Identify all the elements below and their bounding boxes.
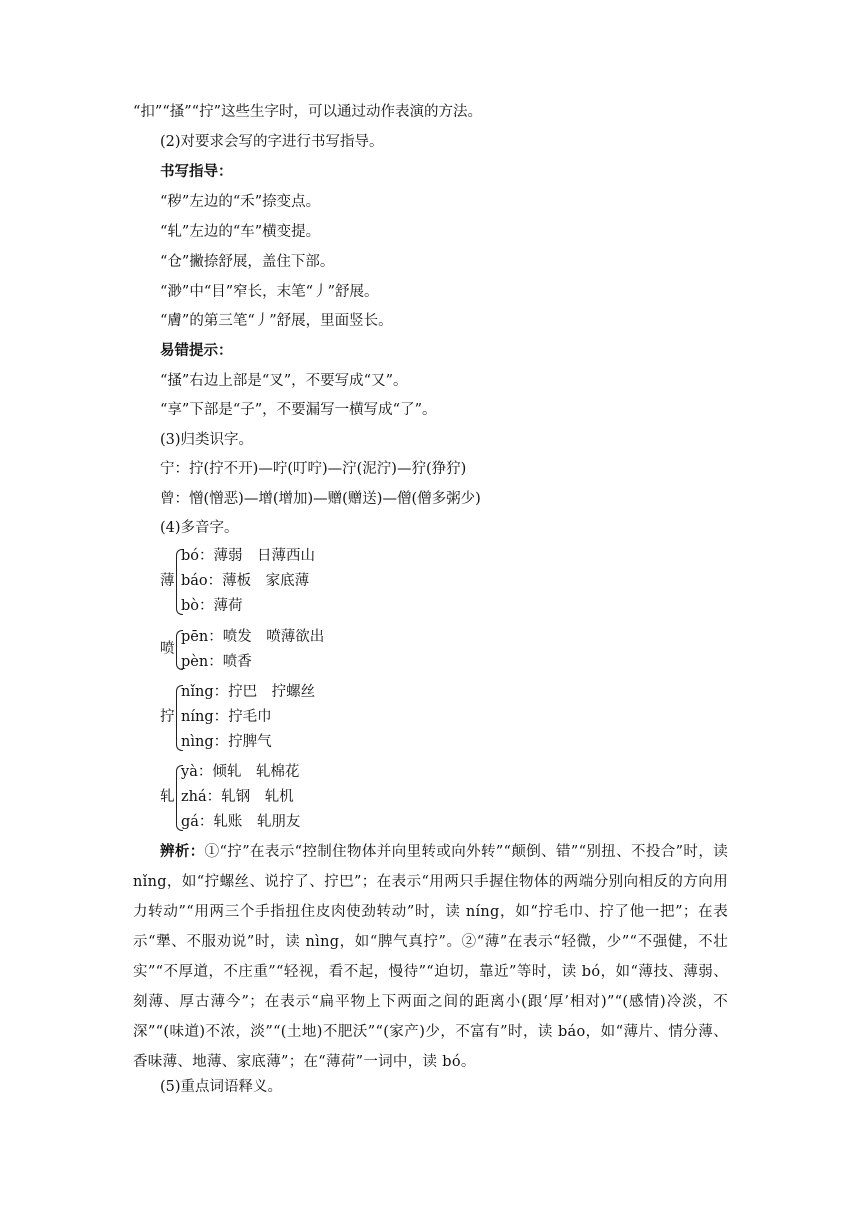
section-4-heading: (4)多音字。 bbox=[160, 520, 239, 536]
polyphone-char: 轧 bbox=[160, 789, 175, 805]
section-2-heading: (2)对要求会写的字进行书写指导。 bbox=[160, 134, 384, 150]
reading-line: báo：薄板 家底薄 bbox=[181, 573, 310, 589]
analysis-text: ①“拧”在表示“控制住物体并向里转或向外转”“颠倒、错”“别扭、不投合”时，读 nǐng，如“拧螺丝、说拧了、拧巴”；在表示“用两只手握住物体的两端分别向相反的方向用力转动”“用两三个手指扭住皮肉使劲转动”时，读 níng，如“拧毛巾、拧了他一把”；在表示“犟、不服劝说”时，读 nìng，如“脾气真拧”。②“薄”在表示“轻微，少”“不强健，不壮实”“不厚道，不庄重”“轻视，看不起，慢待”“迫切，靠近”等时，读 bó，如“薄技、薄弱、刻薄、厚古薄今”；在表示“扁平物上下两面之间的距离小(跟‘厚’相对)”“(感情)冷淡，不深”“(味道)不浓，淡”“(土地)不肥沃”“(家产)少，不富有”时，读 báo，如“薄片、情分薄、香味薄、地薄、家底薄”；在“薄荷”一词中，读 bó。 bbox=[133, 844, 728, 1070]
text-line: “扣”“搔”“拧”这些生字时，可以通过动作表演的方法。 bbox=[133, 104, 482, 120]
reading-line: pēn：喷发 喷薄欲出 bbox=[181, 629, 325, 645]
reading-line: nìng：拧脾气 bbox=[181, 734, 272, 750]
writing-tip: “仓”撇捺舒展，盖住下部。 bbox=[160, 254, 335, 270]
mistake-tip: “享”下部是“子”，不要漏写一横写成“了”。 bbox=[160, 402, 437, 418]
polyphone-char: 拧 bbox=[160, 709, 175, 725]
section-3-heading: (3)归类识字。 bbox=[160, 432, 254, 448]
reading-line: pèn：喷香 bbox=[181, 654, 252, 670]
section-5-heading: (5)重点词语释义。 bbox=[160, 1079, 283, 1095]
reading-line: bò：薄荷 bbox=[181, 598, 243, 614]
mistake-tip: “搔”右边上部是“叉”，不要写成“又”。 bbox=[160, 373, 408, 389]
writing-guide-heading: 书写指导： bbox=[160, 164, 233, 180]
polyphone-char: 喷 bbox=[160, 641, 175, 657]
writing-tip: “秽”左边的“禾”捺变点。 bbox=[160, 194, 321, 210]
analysis-label: 辨析： bbox=[160, 844, 205, 860]
reading-line: nǐng：拧巴 拧螺丝 bbox=[181, 684, 316, 700]
reading-line: bó：薄弱 日薄西山 bbox=[181, 548, 316, 564]
polyphone-char: 薄 bbox=[160, 573, 175, 589]
reading-line: zhá：轧钢 轧机 bbox=[181, 789, 294, 805]
analysis-paragraph bbox=[133, 837, 728, 1077]
character-group: 曾：憎(憎恶)—增(增加)—赠(赠送)—僧(僧多粥少) bbox=[160, 491, 481, 507]
writing-tip: “渺”中“目”窄长，末笔“丿”舒展。 bbox=[160, 284, 379, 300]
reading-line: níng：拧毛巾 bbox=[181, 709, 272, 725]
character-group: 宁：拧(拧不开)—咛(叮咛)—泞(泥泞)—狞(狰狞) bbox=[160, 461, 467, 477]
mistake-heading: 易错提示： bbox=[160, 343, 233, 359]
writing-tip: “轧”左边的“车”横变提。 bbox=[160, 224, 321, 240]
reading-line: gá：轧账 轧朋友 bbox=[181, 814, 301, 830]
writing-tip: “膚”的第三笔“丿”舒展，里面竖长。 bbox=[160, 313, 393, 329]
reading-line: yà：倾轧 轧棉花 bbox=[181, 764, 300, 780]
